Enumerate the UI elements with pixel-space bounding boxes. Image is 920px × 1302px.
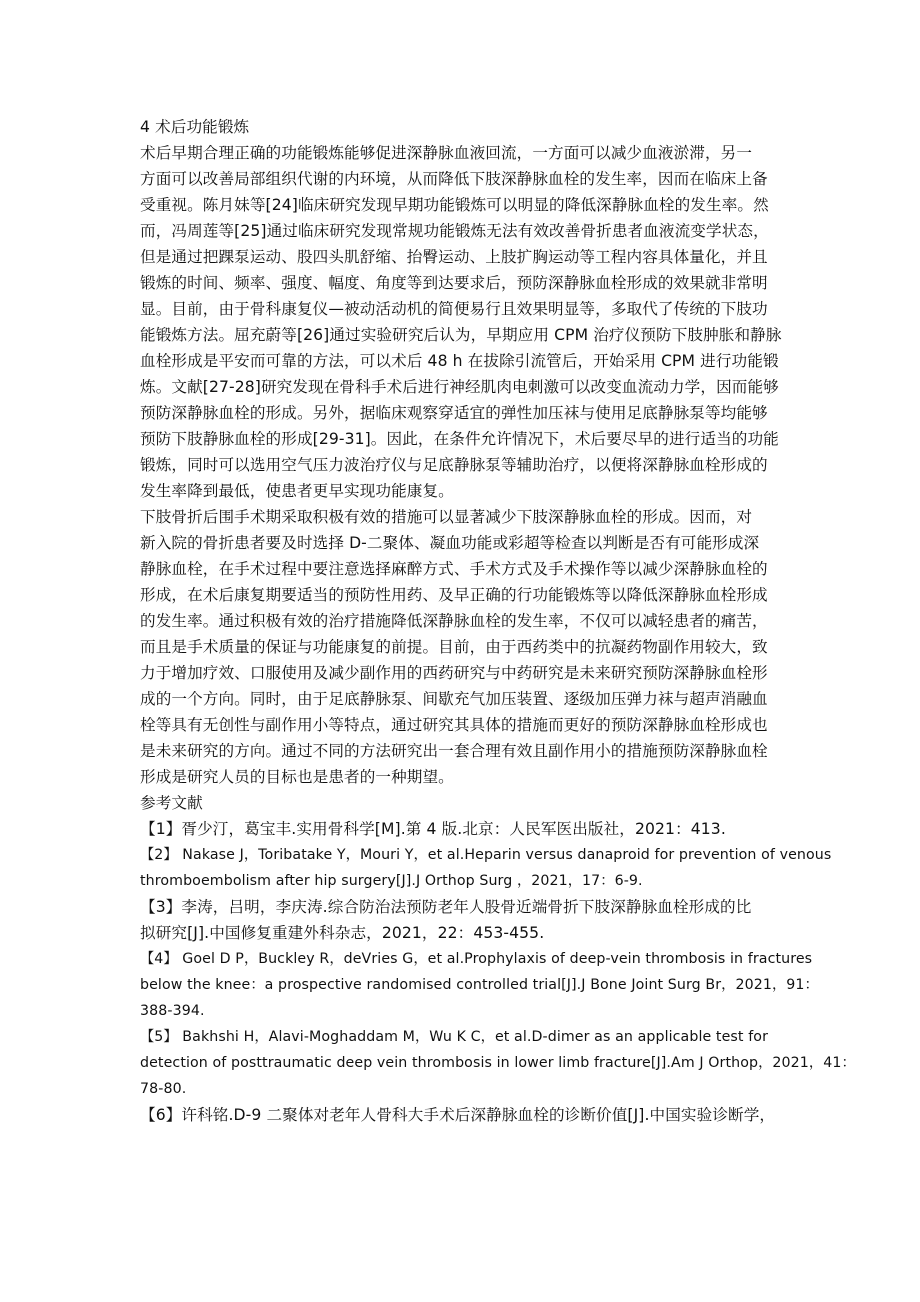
paragraph-line: 静脉血栓，在手术过程中要注意选择麻醉方式、手术方式及手术操作等以减少深静脉血栓的 xyxy=(140,560,768,578)
reference-line: 388-394. xyxy=(140,1003,205,1019)
section-heading: 4 术后功能锻炼 xyxy=(140,118,250,136)
reference-line: 【2】 Nakase J，Toribatake Y，Mouri Y，et al.Heparin versus danaproid for prevention of venous xyxy=(140,847,832,863)
reference-line: 【1】胥少汀，葛宝丰.实用骨科学[M].第 4 版.北京：人民军医出版社，2021：413. xyxy=(140,820,726,838)
paragraph-line: 预防深静脉血栓的形成。另外，据临床观察穿适宜的弹性加压袜与使用足底静脉泵等均能够 xyxy=(140,404,768,422)
references-heading: 参考文献 xyxy=(140,794,203,812)
paragraph-line: 而且是手术质量的保证与功能康复的前提。目前，由于西药类中的抗凝药物副作用较大，致 xyxy=(140,638,768,656)
paragraph-line: 炼。文献[27-28]研究发现在骨科手术后进行神经肌肉电刺激可以改变血流动力学，因而能够 xyxy=(140,378,779,396)
paragraph-line: 显。目前，由于骨科康复仪—被动活动机的简便易行且效果明显等，多取代了传统的下肢功 xyxy=(140,300,768,318)
reference-line: 【3】李涛，吕明，李庆涛.综合防治法预防老年人股骨近端骨折下肢深静脉血栓形成的比 xyxy=(140,898,752,916)
paragraph-line: 形成是研究人员的目标也是患者的一种期望。 xyxy=(140,768,454,786)
paragraph-line: 下肢骨折后围手术期采取积极有效的措施可以显著减少下肢深静脉血栓的形成。因而，对 xyxy=(140,508,753,526)
paragraph-line: 形成，在术后康复期要适当的预防性用药、及早正确的行功能锻炼等以降低深静脉血栓形成 xyxy=(140,586,768,604)
reference-line: 【6】许科铭.D-9 二聚体对老年人骨科大手术后深静脉血栓的诊断价值[J].中国实验诊断学， xyxy=(140,1106,776,1124)
reference-line: 拟研究[J].中国修复重建外科杂志，2021，22：453-455. xyxy=(140,924,545,942)
paragraph-line: 但是通过把踝泵运动、股四头肌舒缩、抬臀运动、上肢扩胸运动等工程内容具体量化，并且 xyxy=(140,248,768,266)
reference-line: 78-80. xyxy=(140,1081,187,1097)
reference-line: 【5】 Bakhshi H，Alavi-Moghaddam M，Wu K C，et al.D-dimer as an applicable test for xyxy=(140,1029,768,1045)
paragraph-line: 术后早期合理正确的功能锻炼能够促进深静脉血液回流，一方面可以减少血液淤滞，另一 xyxy=(140,144,753,162)
paragraph-line: 能锻炼方法。屈充蔚等[26]通过实验研究后认为，早期应用 CPM 治疗仪预防下肢肿胀和静脉 xyxy=(140,326,782,344)
paragraph-line: 锻炼的时间、频率、强度、幅度、角度等到达要求后，预防深静脉血栓形成的效果就非常明 xyxy=(140,274,768,292)
paragraph-line: 受重视。陈月妹等[24]临床研究发现早期功能锻炼可以明显的降低深静脉血栓的发生率。然 xyxy=(140,196,769,214)
paragraph-line: 预防下肢静脉血栓的形成[29-31]。因此，在条件允许情况下，术后要尽早的进行适当的功能 xyxy=(140,430,779,448)
paragraph-line: 成的一个方向。同时，由于足底静脉泵、间歇充气加压装置、逐级加压弹力袜与超声消融血 xyxy=(140,690,768,708)
paragraph-line: 而，冯周莲等[25]通过临床研究发现常规功能锻炼无法有效改善骨折患者血液流变学状态， xyxy=(140,222,769,240)
paragraph-line: 力于增加疗效、口服使用及减少副作用的西药研究与中药研究是未来研究预防深静脉血栓形 xyxy=(140,664,768,682)
paragraph-line: 栓等具有无创性与副作用小等特点，通过研究其具体的措施而更好的预防深静脉血栓形成也 xyxy=(140,716,768,734)
reference-line: detection of posttraumatic deep vein thrombosis in lower limb fracture[J].Am J Orthop，2021，41： xyxy=(140,1055,856,1071)
paragraph-line: 是未来研究的方向。通过不同的方法研究出一套合理有效且副作用小的措施预防深静脉血栓 xyxy=(140,742,768,760)
paragraph-line: 血栓形成是平安而可靠的方法，可以术后 48 h 在拔除引流管后，开始采用 CPM 进行功能锻 xyxy=(140,352,779,370)
paragraph-line: 锻炼，同时可以选用空气压力波治疗仪与足底静脉泵等辅助治疗，以便将深静脉血栓形成的 xyxy=(140,456,768,474)
paragraph-line: 方面可以改善局部组织代谢的内环境，从而降低下肢深静脉血栓的发生率，因而在临床上备 xyxy=(140,170,768,188)
reference-line: below the knee：a prospective randomised controlled trial[J].J Bone Joint Surg Br，2021，91： xyxy=(140,977,819,993)
paragraph-line: 发生率降到最低，使患者更早实现功能康复。 xyxy=(140,482,454,500)
paragraph-line: 的发生率。通过积极有效的治疗措施降低深静脉血栓的发生率，不仅可以减轻患者的痛苦， xyxy=(140,612,768,630)
reference-line: thromboembolism after hip surgery[J].J Orthop Surg ，2021，17：6-9. xyxy=(140,873,643,889)
reference-line: 【4】 Goel D P，Buckley R，deVries G，et al.Prophylaxis of deep-vein thrombosis in fractures xyxy=(140,951,813,967)
paragraph-line: 新入院的骨折患者要及时选择 D-二聚体、凝血功能或彩超等检查以判断是否有可能形成深 xyxy=(140,534,760,552)
